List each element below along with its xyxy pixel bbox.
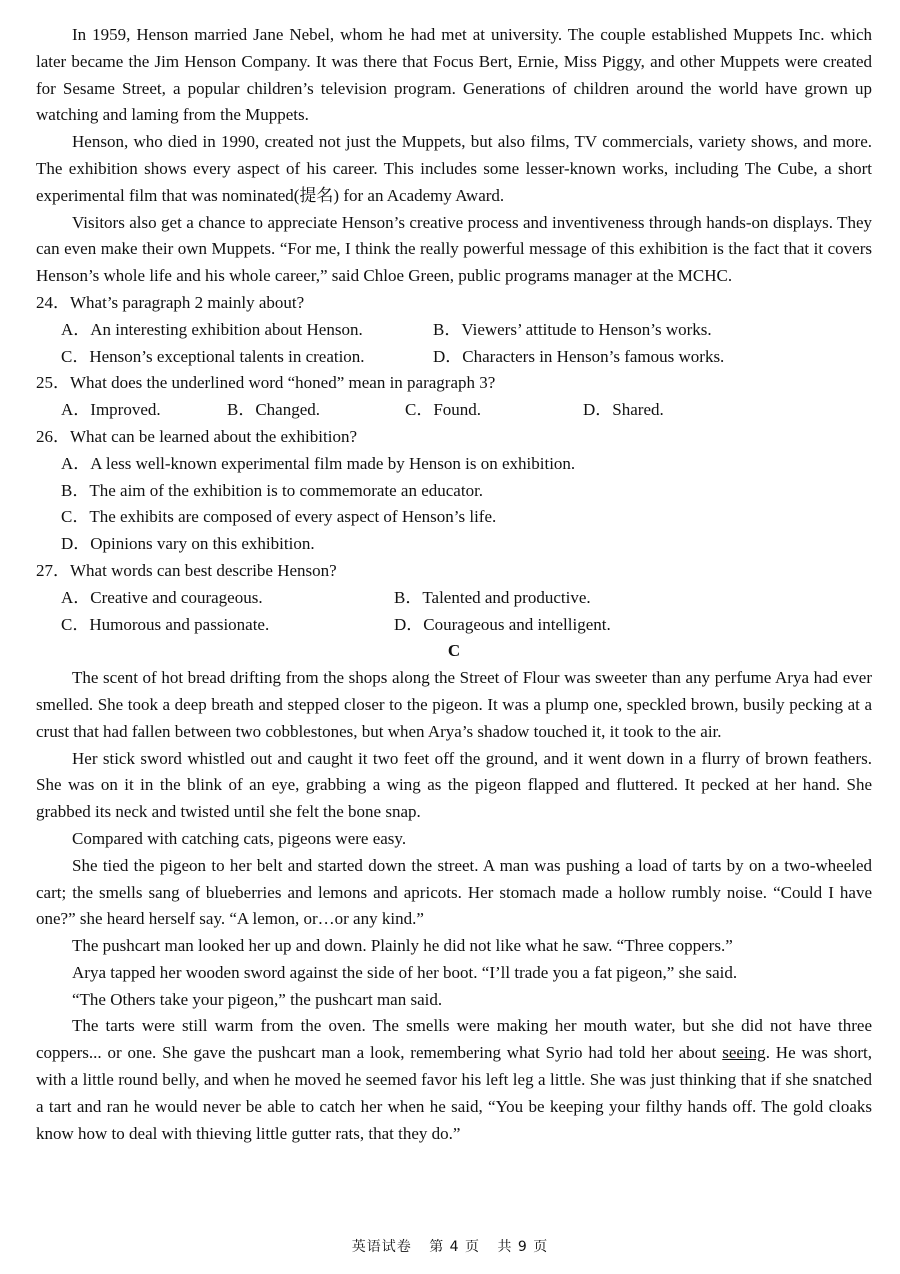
option-a: A．An interesting exhibition about Henson. [61, 319, 363, 339]
option-c: C．Found. [405, 400, 482, 420]
passage-paragraph: Arya tapped her wooden sword against the side of her boot. “I’ll trade you a fat pigeon,” she said. [72, 962, 738, 982]
question-25-options [36, 397, 872, 424]
text-span: The tarts were still warm from the oven. The smells were making her mouth water, but she did not have three coppers... or one. She gave the pushcart man a look, remembering what Syrio had told her about [36, 1016, 872, 1063]
option-c: C．Humorous and passionate. [61, 614, 270, 634]
passage-paragraph: Her stick sword whistled out and caught it two feet off the ground, and it went down in a flurry of brown feathers. She was on it in the blink of an eye, grabbing a wing as the pigeon flapped and fluttered. It pecked at her hand. She grabbed its neck and twisted until she felt the bone snap. [36, 748, 872, 822]
exam-page [36, 22, 872, 1147]
question-24-stem: 24．What’s paragraph 2 mainly about? [36, 292, 305, 312]
passage-paragraph: In 1959, Henson married Jane Nebel, whom he had met at university. The couple established Muppets Inc. which later became the Jim Henson Company. It was there that Focus Bert, Ernie, Miss Piggy, and other Muppets were created for Sesame Street, a popular children’s television program. Generations of children around the world have grown up watching and laming from the Muppets. [36, 25, 872, 125]
underlined-word: seeing [722, 1043, 766, 1063]
option-c: C．Henson’s exceptional talents in creation. [61, 346, 365, 366]
option-b: B．Changed. [227, 400, 321, 420]
section-heading: C [447, 641, 461, 661]
question-26-stem: 26．What can be learned about the exhibition? [36, 426, 357, 446]
option-b: B．Viewers’ attitude to Henson’s works. [433, 319, 712, 339]
passage-paragraph [36, 1013, 872, 1147]
option-b: B．Talented and productive. [394, 587, 591, 607]
footer-total-pages: 共 9 页 [497, 1239, 549, 1255]
option-d: D．Shared. [583, 400, 664, 420]
option-d: D．Opinions vary on this exhibition. [61, 534, 315, 554]
passage-paragraph: “The Others take your pigeon,” the pushcart man said. [72, 989, 443, 1009]
passage-paragraph: The pushcart man looked her up and down. Plainly he did not like what he saw. “Three coppers.” [72, 936, 733, 956]
question-24-options-row1 [36, 317, 872, 344]
option-c: C．The exhibits are composed of every aspect of Henson’s life. [61, 507, 497, 527]
passage-paragraph: Visitors also get a chance to appreciate Henson’s creative process and inventiveness through hands-on displays. They can even make their own Muppets. “For me, I think the really powerful message of this exhibition is the fact that it covers Henson’s whole life and his whole career,” said Chloe Green, public programs manager at the MCHC. [36, 212, 872, 286]
question-27-options-row1 [36, 585, 872, 612]
option-a: A．Improved. [61, 400, 161, 420]
question-24-options-row2 [36, 344, 872, 371]
option-b: B．The aim of the exhibition is to commemorate an educator. [61, 480, 484, 500]
question-25-stem: 25．What does the underlined word “honed” mean in paragraph 3? [36, 373, 496, 393]
option-a: A．Creative and courageous. [61, 587, 263, 607]
passage-paragraph: Compared with catching cats, pigeons were easy. [72, 828, 407, 848]
text-span: . He was short, with a little round belly, and when he moved he seemed favor his left leg a little. She was just thinking that if she snatched a tart and ran he would never be able to catch her when he said, “You be keeping your filthy hands off. The gold cloaks know how to deal with thieving little gutter rats, that they do.” [36, 1043, 872, 1143]
footer-page-number: 第 4 页 [429, 1239, 480, 1255]
passage-paragraph: The scent of hot bread drifting from the shops along the Street of Flour was sweeter than any perfume Arya had ever smelled. She took a deep breath and stepped closer to the pigeon. It was a plump one, speckled brown, busily pecking at a crust that had fallen between two cobblestones, but when Arya’s shadow touched it, it took to the air. [36, 668, 872, 741]
question-27-stem: 27．What words can best describe Henson? [36, 560, 337, 580]
option-d: D．Courageous and intelligent. [394, 614, 611, 634]
option-a: A．A less well-known experimental film made by Henson is on exhibition. [61, 453, 576, 473]
page-footer [0, 1236, 900, 1256]
passage-paragraph: She tied the pigeon to her belt and started down the street. A man was pushing a load of tarts by on a two-wheeled cart; the smells sang of blueberries and lemons and apricots. Her stomach made a hollow rumbly noise. “Could I have one?” she heard herself say. “A lemon, or…or any kind.” [36, 855, 872, 929]
question-27-options-row2 [36, 612, 872, 639]
option-d: D．Characters in Henson’s famous works. [433, 346, 725, 366]
passage-paragraph: Henson, who died in 1990, created not just the Muppets, but also films, TV commercials, variety shows, and more. The exhibition shows every aspect of his career. This includes some lesser-known works, including The Cube, a short experimental film that was nominated(提名) for an Academy Award. [36, 132, 872, 205]
footer-subject: 英语试卷 [351, 1239, 412, 1255]
